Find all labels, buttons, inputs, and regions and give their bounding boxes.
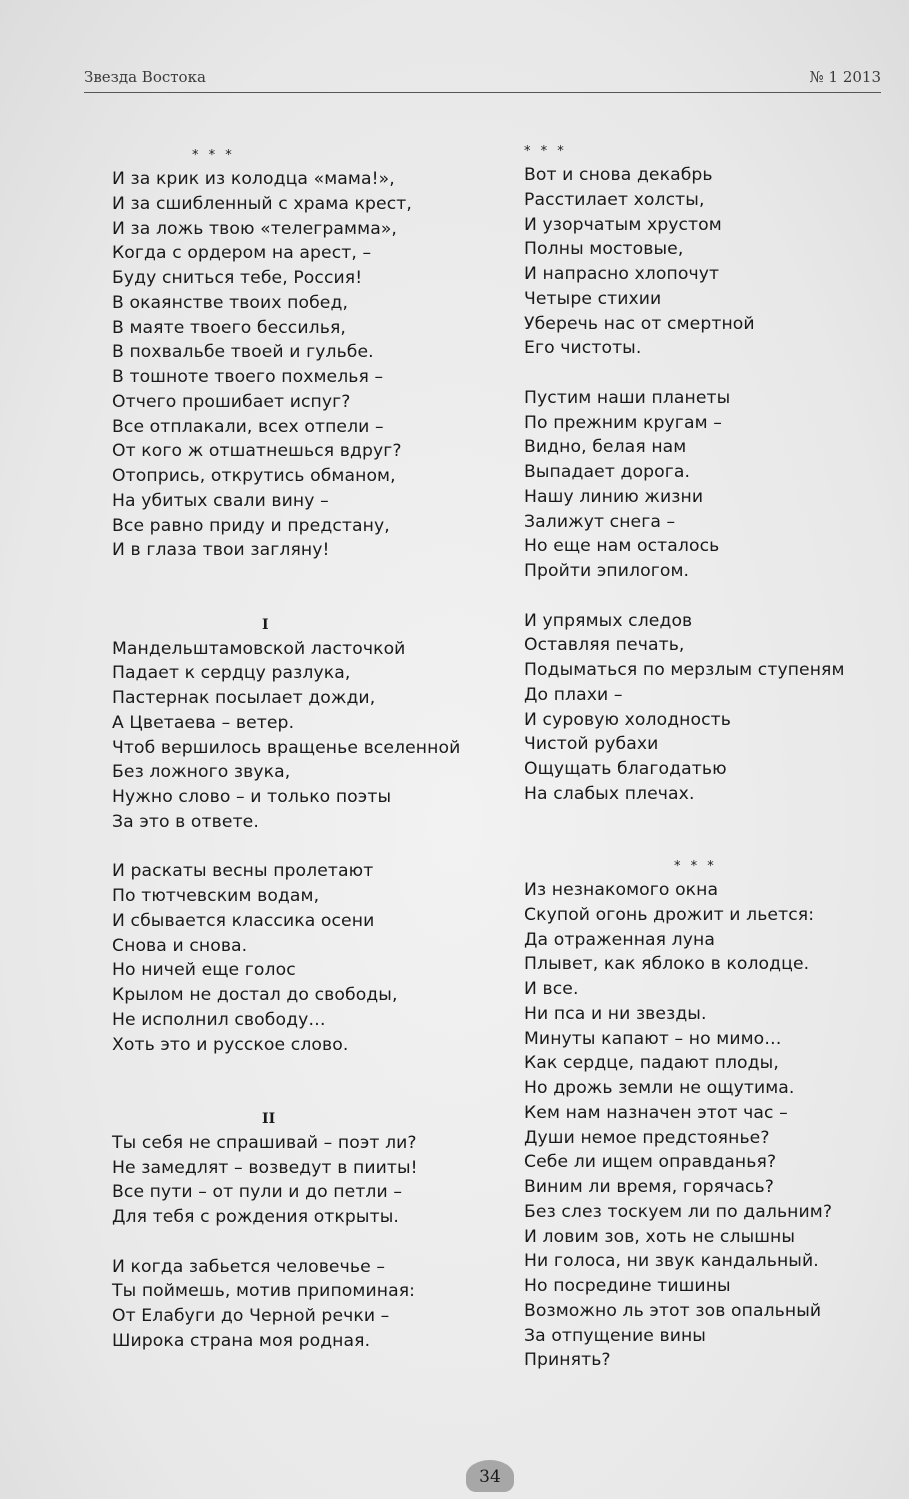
verse-line: И раскаты весны пролетают <box>112 861 374 882</box>
verse-line: Принять? <box>524 1350 611 1371</box>
verse-line: По тютчевским водам, <box>112 886 320 906</box>
verse-line: Вот и снова декабрь <box>524 165 713 185</box>
verse-line: В тошноте твоего похмелья – <box>112 367 384 387</box>
verse-line: До плахи – <box>524 684 623 705</box>
verse-line: И узорчатым хрустом <box>524 214 722 235</box>
verse-line: И ловим зов, хоть не слышны <box>524 1226 796 1247</box>
verse-line: Пройти эпилогом. <box>524 561 690 581</box>
journal-title: Звезда Востока <box>84 68 206 86</box>
verse-line: И за сшибленный с храма крест, <box>112 193 412 214</box>
verse-line: Ни голоса, ни звук кандальный. <box>524 1251 819 1272</box>
verse-line: За это в ответе. <box>112 811 259 832</box>
verse-line: Полны мостовые, <box>524 239 684 260</box>
poem-3 <box>524 878 904 1373</box>
verse-line: Все равно приду и предстану, <box>112 515 390 536</box>
verse-line: Да отраженная луна <box>524 929 715 950</box>
verse-line: Все пути – от пули и до петли – <box>112 1182 403 1203</box>
verse-line: Снова и снова. <box>112 935 248 956</box>
verse-line: Четыре стихии <box>524 288 662 309</box>
left-column <box>112 145 492 1354</box>
verse-line: И упрямых следов <box>524 610 693 631</box>
verse-line: Не исполнил свободу… <box>112 1009 326 1030</box>
verse-line: Из незнакомого окна <box>524 880 719 900</box>
verse-line: И в глаза твои загляну! <box>112 540 330 561</box>
verse-line: Чистой рубахи <box>524 734 659 755</box>
verse-line: Пустим наши планеты <box>524 387 731 408</box>
verse-line: Ощущать благодатью <box>524 759 727 779</box>
verse-line: Отопрись, открутись обманом, <box>112 466 396 486</box>
verse-line: Расстилает холсты, <box>524 189 705 210</box>
verse-line: Возможно ль этот зов опальный <box>524 1300 822 1321</box>
verse-line: Залижут снега – <box>524 511 676 532</box>
verse-line: Без слез тоскуем ли по дальним? <box>524 1201 833 1222</box>
verse-line: Минуты капают – но мимо… <box>524 1028 782 1049</box>
verse-line: И сбывается классика осени <box>112 910 375 931</box>
verse-line: И напрасно хлопочут <box>524 264 720 284</box>
verse-line: От кого ж отшатнешься вдруг? <box>112 441 402 462</box>
verse-line: Себе ли ищем оправданья? <box>524 1152 777 1173</box>
verse-line: По прежним кругам – <box>524 412 722 433</box>
verse-line: Кем нам назначен этот час – <box>524 1102 788 1123</box>
verse-line: Ты себя не спрашивай – поэт ли? <box>112 1132 417 1153</box>
verse-line: Но посредине тишины <box>524 1276 731 1296</box>
right-column <box>524 141 904 1373</box>
verse-line: Его чистоты. <box>524 338 642 359</box>
issue-number: № 1 2013 <box>809 68 881 86</box>
verse-line: Подыматься по мерзлым ступеням <box>524 660 845 680</box>
verse-line: Как сердце, падают плоды, <box>524 1053 779 1074</box>
section-2 <box>112 1131 492 1354</box>
section-numeral: I <box>262 616 269 633</box>
verse-line: Хоть это и русское слово. <box>112 1034 349 1055</box>
verse-line: А Цветаева – ветер. <box>112 712 295 733</box>
verse-line: Отчего прошибает испуг? <box>112 391 351 412</box>
verse-line: От Елабуги до Черной речки – <box>112 1306 390 1326</box>
verse-line: Скупой огонь дрожит и льется: <box>524 904 815 925</box>
page-number: 34 <box>466 1460 514 1492</box>
verse-line: Крылом не достал до свободы, <box>112 985 398 1005</box>
verse-line: Мандельштамовской ласточкой <box>112 638 406 659</box>
verse-line: Буду сниться тебе, Россия! <box>112 268 363 288</box>
verse-line: И за ложь твою «телеграмма», <box>112 218 398 239</box>
verse-line: Видно, белая нам <box>524 437 687 458</box>
verse-line: На слабых плечах. <box>524 783 695 804</box>
verse-line: Не замедлят – возведут в пииты! <box>112 1157 418 1178</box>
verse-line: Плывет, как яблоко в колодце. <box>524 954 810 975</box>
verse-line: Уберечь нас от смертной <box>524 313 755 334</box>
verse-line: Когда с ордером на арест, – <box>112 243 372 264</box>
verse-line: За отпущение вины <box>524 1325 706 1346</box>
verse-line: На убитых свали вину – <box>112 490 329 511</box>
verse-line: Но еще нам осталось <box>524 536 720 557</box>
verse-line: И за крик из колодца «мама!», <box>112 169 395 189</box>
verse-line: Ни пса и ни звезды. <box>524 1003 707 1024</box>
verse-line: Нашу линию жизни <box>524 486 704 507</box>
verse-line: Все отплакали, всех отпели – <box>112 416 384 437</box>
verse-line: Но дрожь земли не ощутима. <box>524 1078 795 1098</box>
verse-line: Без ложного звука, <box>112 762 291 783</box>
asterism: * * * <box>192 148 235 163</box>
verse-line: Оставляя печать, <box>524 635 685 656</box>
asterism: * * * <box>524 144 567 159</box>
verse-line: Но ничей еще голос <box>112 960 296 981</box>
verse-line: Нужно слово – и только поэты <box>112 787 392 807</box>
verse-line: В похвальбе твоей и гульбе. <box>112 342 374 363</box>
verse-line: Души немое предстоянье? <box>524 1127 770 1148</box>
section-1 <box>112 637 492 1058</box>
verse-line: Выпадает дорога. <box>524 462 691 482</box>
asterism: * * * <box>674 859 717 874</box>
verse-line: Пастернак посылает дожди, <box>112 688 376 708</box>
verse-line: В маяте твоего бессилья, <box>112 317 346 338</box>
verse-line: Виним ли время, горячась? <box>524 1177 774 1197</box>
verse-line: Чтоб вершилось вращенье вселенной <box>112 737 461 758</box>
verse-line: В окаянстве твоих побед, <box>112 292 349 313</box>
verse-line: Ты поймешь, мотив припоминая: <box>112 1281 416 1302</box>
verse-line: Широка страна моя родная. <box>112 1330 371 1351</box>
verse-line: Падает к сердцу разлука, <box>112 663 351 684</box>
poem-1 <box>112 167 492 563</box>
verse-line: И суровую холодность <box>524 709 732 730</box>
section-numeral: II <box>262 1110 276 1127</box>
verse-line: И когда забьется человечье – <box>112 1256 386 1277</box>
verse-line: И все. <box>524 979 579 999</box>
verse-line: Для тебя с рождения открыты. <box>112 1207 399 1227</box>
poem-2 <box>524 163 904 807</box>
running-header <box>84 64 881 93</box>
